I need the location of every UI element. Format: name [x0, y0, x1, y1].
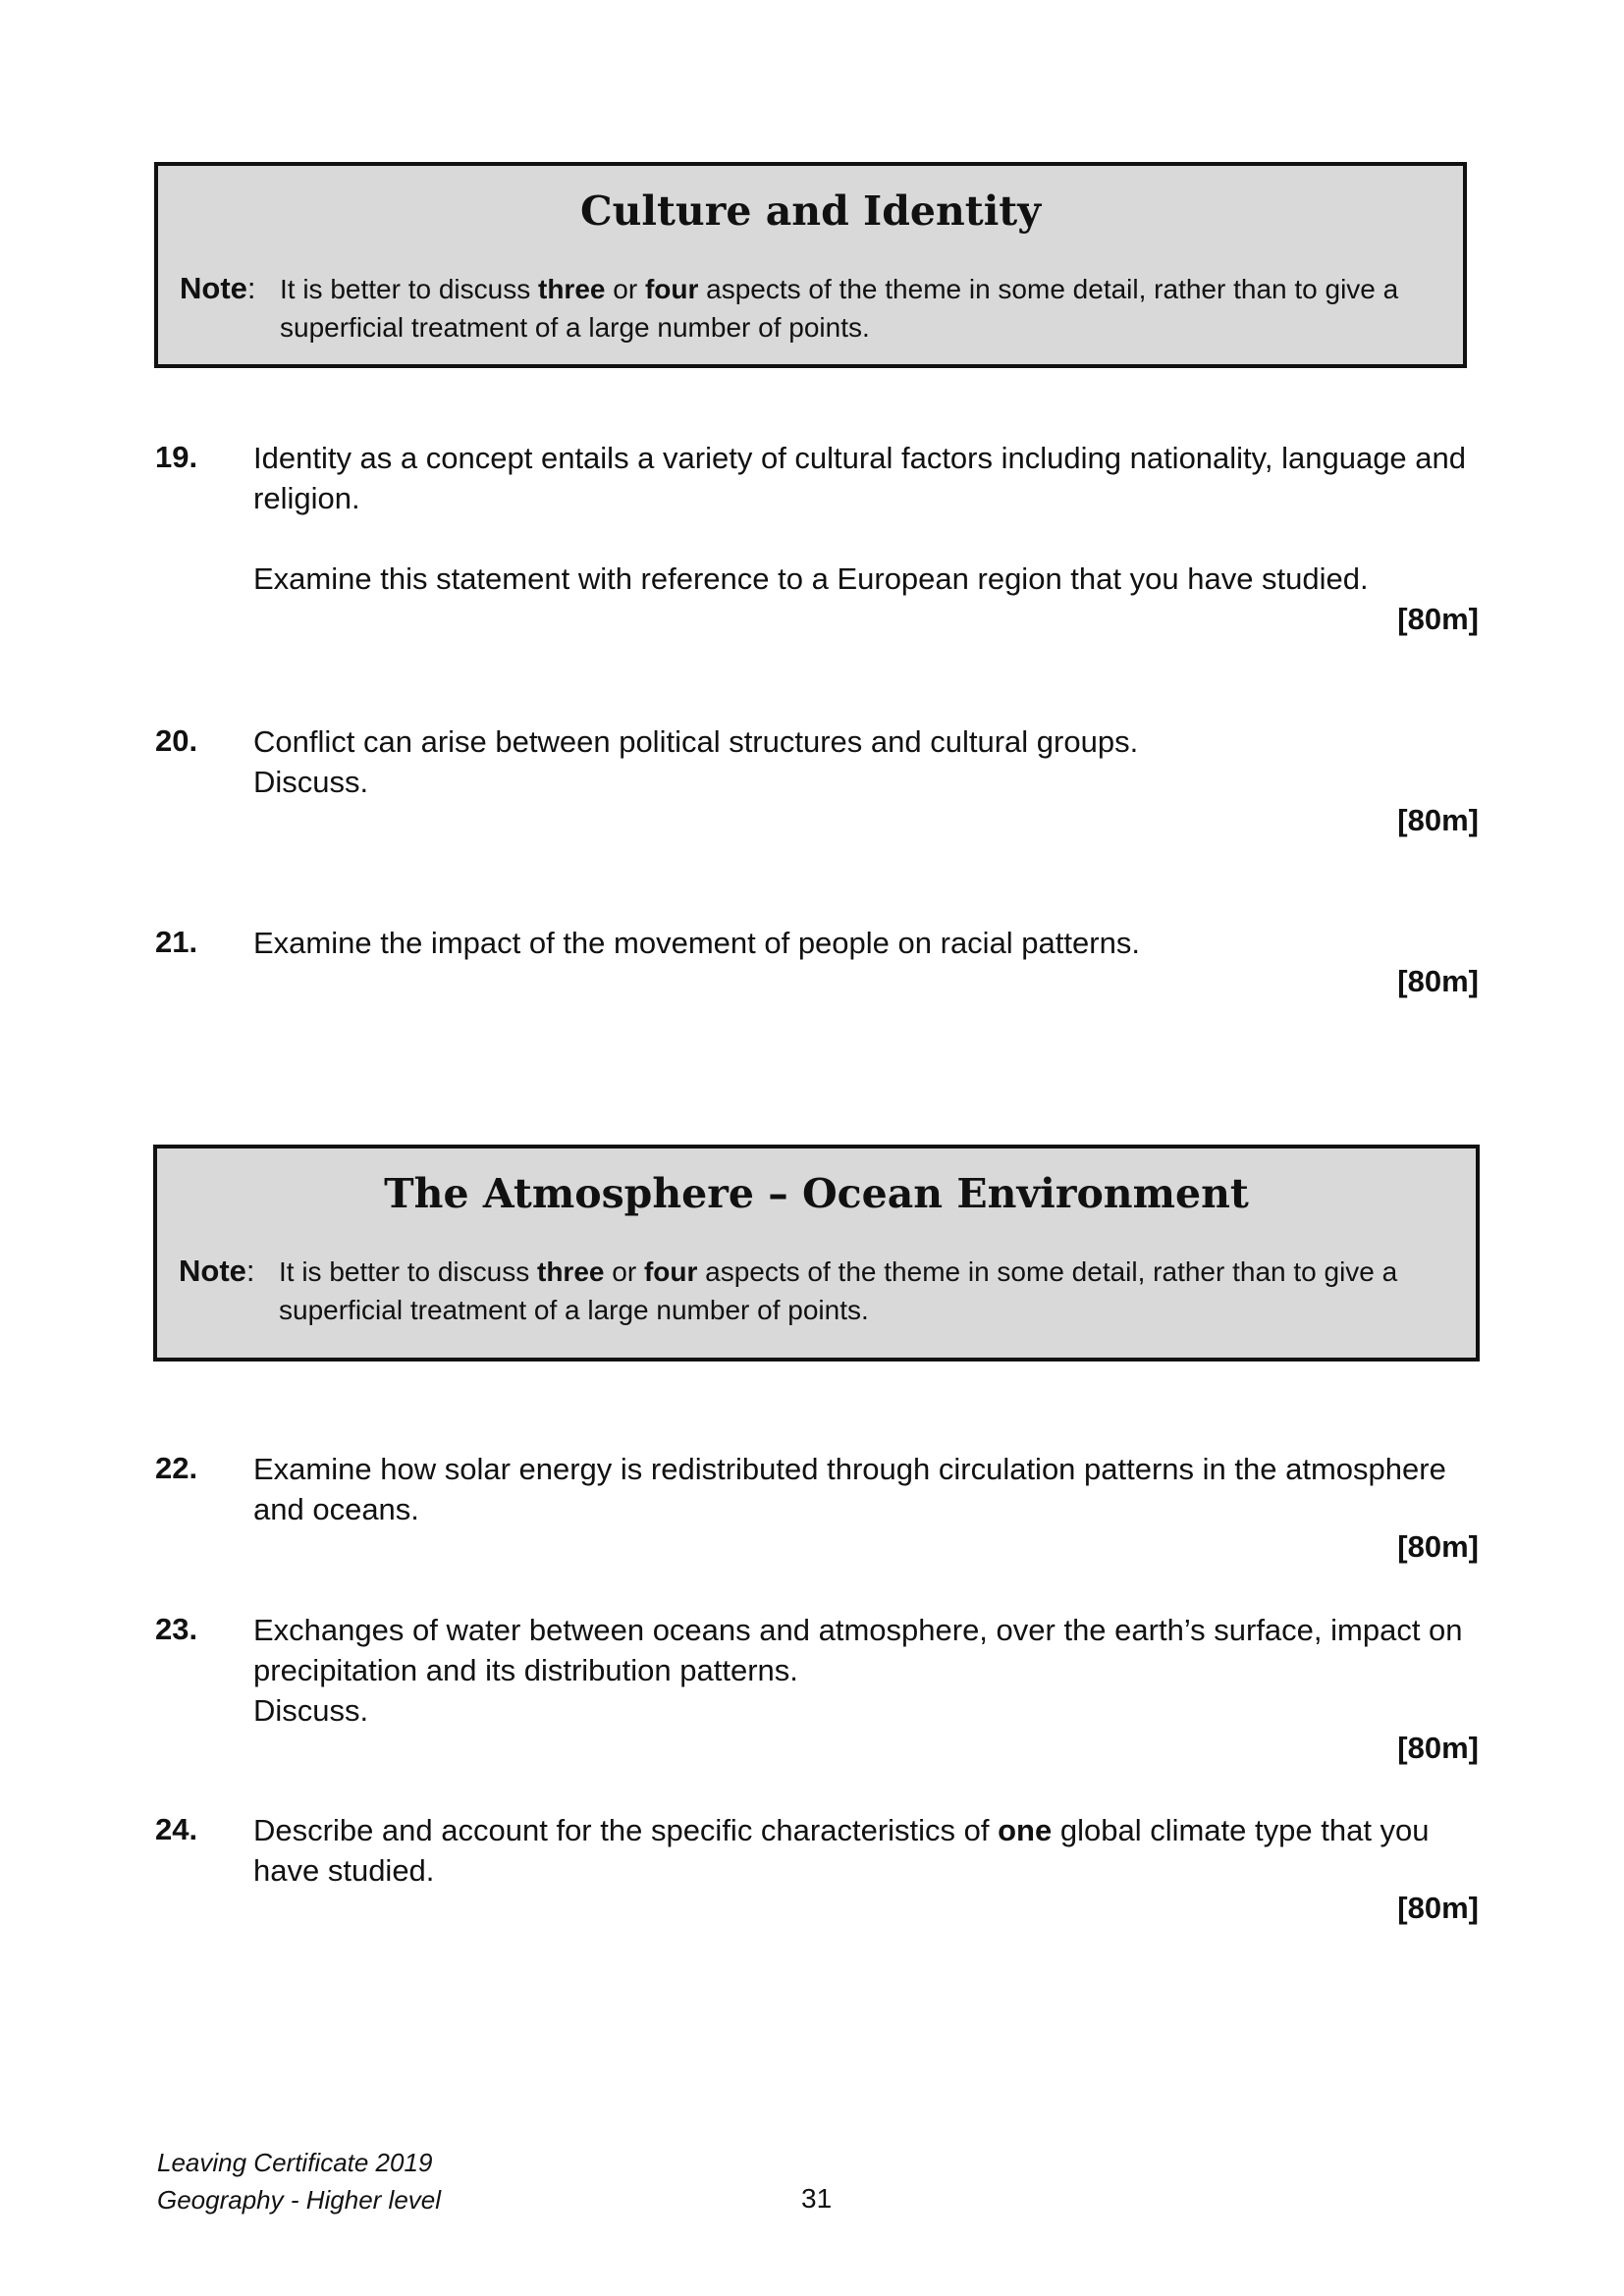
question-text: Describe and account for the specific characteristics of one global climate type that you have studied.: [253, 1813, 1430, 1888]
note-label: Note:: [179, 1254, 255, 1288]
note-text: It is better to discuss three or four aspects of the theme in some detail, rather than to give a superficial treatment of a large number of points.: [280, 274, 1399, 343]
section-header-atmosphere: [153, 1145, 1480, 1362]
marks-label: [80m]: [1397, 803, 1479, 837]
marks-label: [80m]: [1397, 1891, 1479, 1925]
question-number: 23.: [155, 1612, 198, 1646]
marks-label: [80m]: [1397, 602, 1479, 636]
question-text: Examine the impact of the movement of people on racial patterns.: [253, 926, 1140, 960]
marks-label: [80m]: [1397, 1529, 1479, 1564]
section-header-culture: [154, 162, 1467, 368]
question-text: Examine how solar energy is redistributed through circulation patterns in the atmosphere and oceans.: [253, 1452, 1446, 1526]
page-number: 31: [801, 2183, 833, 2214]
section-title: Culture and Identity: [579, 187, 1042, 235]
question-text: Exchanges of water between oceans and atmosphere, over the earth’s surface, impact on precipitation and its distribution patterns. Discuss.: [253, 1613, 1463, 1728]
question-text: Conflict can arise between political structures and cultural groups. Discuss.: [253, 724, 1139, 799]
marks-label: [80m]: [1397, 964, 1479, 998]
footer-exam-title: Leaving Certificate 2019: [157, 2148, 433, 2177]
question-number: 24.: [155, 1812, 198, 1846]
marks-label: [80m]: [1397, 1731, 1479, 1765]
question-text: Identity as a concept entails a variety of cultural factors including nationality, language and religion. Examine this statement with reference to a European region that you have studied.: [253, 441, 1467, 596]
question-number: 19.: [155, 440, 198, 474]
question-number: 22.: [155, 1451, 198, 1485]
section-title: The Atmosphere – Ocean Environment: [384, 1170, 1249, 1217]
note-label: Note:: [180, 271, 256, 305]
question-number: 20.: [155, 723, 198, 758]
footer-subject-level: Geography - Higher level: [157, 2185, 442, 2215]
note-text: It is better to discuss three or four aspects of the theme in some detail, rather than to give a superficial treatment of a large number of points.: [279, 1256, 1398, 1325]
question-number: 21.: [155, 925, 198, 959]
